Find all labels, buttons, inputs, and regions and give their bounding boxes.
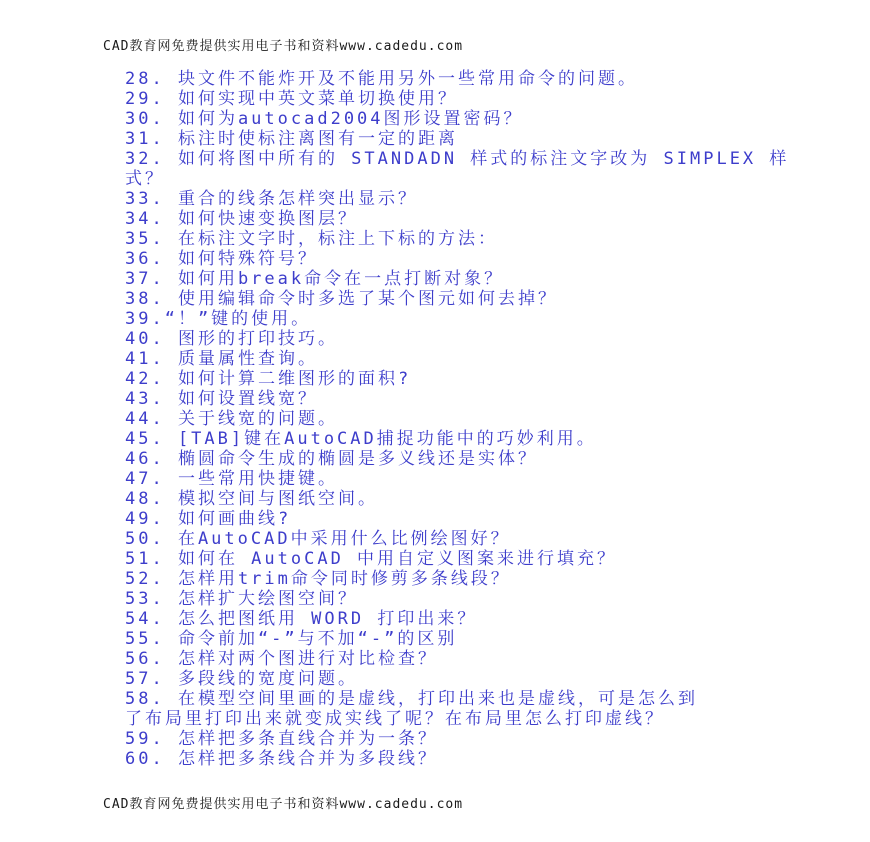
list-item-line: 39.“！”键的使用。 (125, 309, 312, 329)
list-item-line: 53. 怎样扩大绘图空间？ (125, 589, 358, 609)
question-list (125, 69, 789, 769)
list-item-line: 35. 在标注文字时，标注上下标的方法： (125, 229, 498, 249)
list-item-line: 40. 图形的打印技巧。 (125, 329, 338, 349)
list-item-line: 47. 一些常用快捷键。 (125, 469, 338, 489)
list-item-line: 52. 怎样用trim命令同时修剪多条线段？ (125, 569, 511, 589)
list-item-line: 55. 命令前加“-”与不加“-”的区别 (125, 629, 458, 649)
list-item-line: 51. 如何在 AutoCAD 中用自定义图案来进行填充？ (125, 549, 618, 569)
list-item-line: 60. 怎样把多条线合并为多段线？ (125, 749, 438, 769)
list-item-line: 29. 如何实现中英文菜单切换使用？ (125, 89, 458, 109)
list-item-line: 43. 如何设置线宽？ (125, 389, 318, 409)
list-item-line: 54. 怎么把图纸用 WORD 打印出来？ (125, 609, 478, 629)
list-item-line: 42. 如何计算二维图形的面积? (125, 369, 412, 389)
list-item-line: 33. 重合的线条怎样突出显示？ (125, 189, 418, 209)
list-item-line: 58. 在模型空间里画的是虚线，打印出来也是虚线，可是怎么到 (125, 689, 698, 709)
list-item-line: 31. 标注时使标注离图有一定的距离 (125, 129, 458, 149)
list-item-line: 了布局里打印出来就变成实线了呢？在布局里怎么打印虚线？ (125, 709, 665, 729)
list-item-line: 37. 如何用break命令在一点打断对象？ (125, 269, 505, 289)
list-item-line: 44. 关于线宽的问题。 (125, 409, 338, 429)
list-item-line: 49. 如何画曲线? (125, 509, 292, 529)
list-item-line: 28. 块文件不能炸开及不能用另外一些常用命令的问题。 (125, 69, 638, 89)
list-item-line: 36. 如何特殊符号？ (125, 249, 318, 269)
list-item-line: 50. 在AutoCAD中采用什么比例绘图好？ (125, 529, 511, 549)
list-item-line: 59. 怎样把多条直线合并为一条？ (125, 729, 438, 749)
list-item-line: 38. 使用编辑命令时多选了某个图元如何去掉？ (125, 289, 558, 309)
list-item-line: 57. 多段线的宽度问题。 (125, 669, 358, 689)
list-item-line: 48. 模拟空间与图纸空间。 (125, 489, 378, 509)
list-item-line: 46. 椭圆命令生成的椭圆是多义线还是实体？ (125, 449, 538, 469)
page-header-text: CAD教育网免费提供实用电子书和资料www.cadedu.com (103, 39, 464, 54)
list-item-line: 34. 如何快速变换图层？ (125, 209, 358, 229)
list-item-line: 45. [TAB]键在AutoCAD捕捉功能中的巧妙利用。 (125, 429, 597, 449)
list-item-line: 41. 质量属性查询。 (125, 349, 318, 369)
page-footer-text: CAD教育网免费提供实用电子书和资料www.cadedu.com (103, 797, 464, 812)
list-item-line: 32. 如何将图中所有的 STANDADN 样式的标注文字改为 SIMPLEX 样 (125, 149, 790, 169)
list-item-line: 式？ (125, 169, 165, 189)
list-item-line: 56. 怎样对两个图进行对比检查？ (125, 649, 438, 669)
list-item-line: 30. 如何为autocad2004图形设置密码？ (125, 109, 524, 129)
